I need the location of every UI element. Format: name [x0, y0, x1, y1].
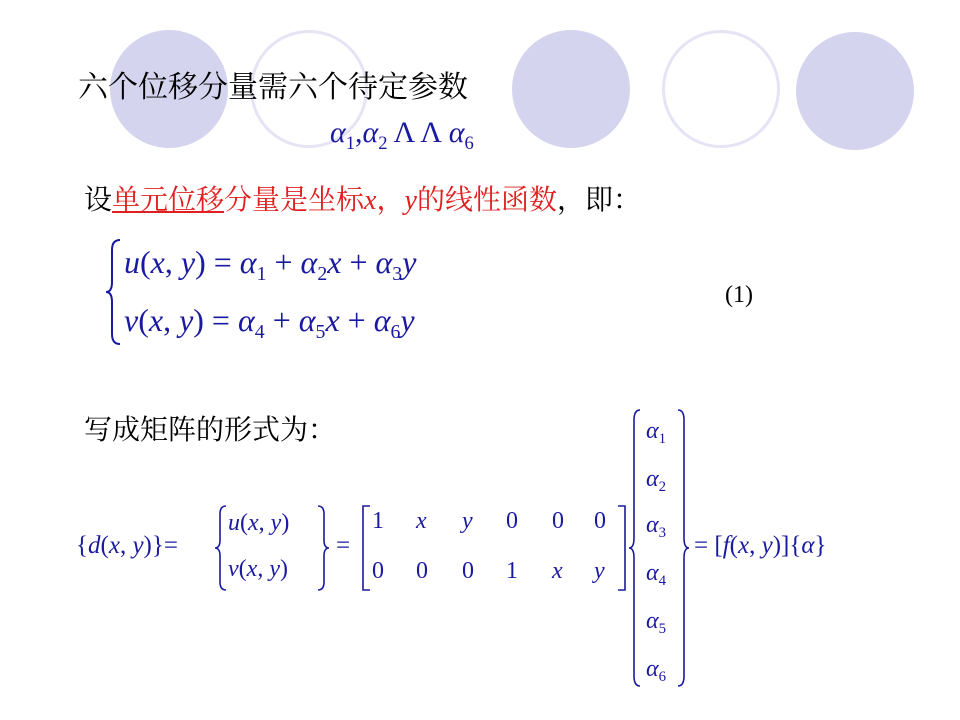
matrix-caption: 写成矩阵的形式为： [84, 413, 337, 446]
vector-brace-right [316, 504, 330, 592]
deco-circle-5 [796, 32, 914, 150]
statement-comma: ， [376, 183, 405, 216]
equation-u: u(x, $y) = \alpha_1 + \alpha_2x + \alpha_3y$ [124, 244, 417, 285]
equation-system-brace [104, 238, 122, 346]
alpha-4: $\alpha_4$ [646, 560, 667, 590]
alpha-brace-right [676, 408, 690, 688]
matrix-row-2: 0 0 0 1 x y [372, 558, 605, 584]
vector-u: u(x, y) [228, 510, 290, 536]
linear-function-statement [84, 178, 641, 218]
alpha-2: $\alpha_2$ [646, 466, 667, 496]
alpha-1: $\alpha_1$ [646, 418, 667, 448]
equation-number: (1) [725, 282, 753, 308]
vector-v: v(x, y) [228, 556, 288, 582]
matrix-bracket-right [616, 504, 628, 592]
alpha-6: $\alpha_6$ [646, 656, 667, 686]
statement-y: y [404, 185, 417, 216]
statement-suffix: ，即： [556, 183, 641, 216]
statement-underlined-term: 单元位移 [112, 183, 225, 216]
parameter-list: $\alpha_1,\alpha_2$ Λ Λ $\alpha_6$ [330, 116, 474, 154]
deco-circle-3 [512, 30, 630, 148]
matrix-equals: = [336, 532, 351, 559]
statement-red-text: 分量是坐标 [224, 183, 365, 216]
matrix-lhs: {d(x, y)}= [76, 532, 178, 559]
matrix-row-1: 1 x y 0 0 0 [372, 508, 606, 534]
alpha-5: $\alpha_5$ [646, 608, 667, 638]
alpha-3: $\alpha_3$ [646, 512, 667, 542]
slide-title: 六个位移分量需六个待定参数 [78, 70, 468, 105]
statement-x: x [364, 185, 377, 216]
statement-red-text-2: 的线性函数 [416, 183, 557, 216]
matrix-bracket-left [360, 504, 372, 592]
statement-prefix: 设 [84, 183, 113, 216]
deco-circle-4 [662, 30, 780, 148]
equation-v: v(x, $y) = \alpha_4 + \alpha_5x + \alpha_6y$ [124, 302, 415, 343]
vector-brace-left [214, 504, 228, 592]
matrix-rhs: = [f(x, y)]{α} [694, 532, 827, 559]
alpha-brace-left [628, 408, 642, 688]
